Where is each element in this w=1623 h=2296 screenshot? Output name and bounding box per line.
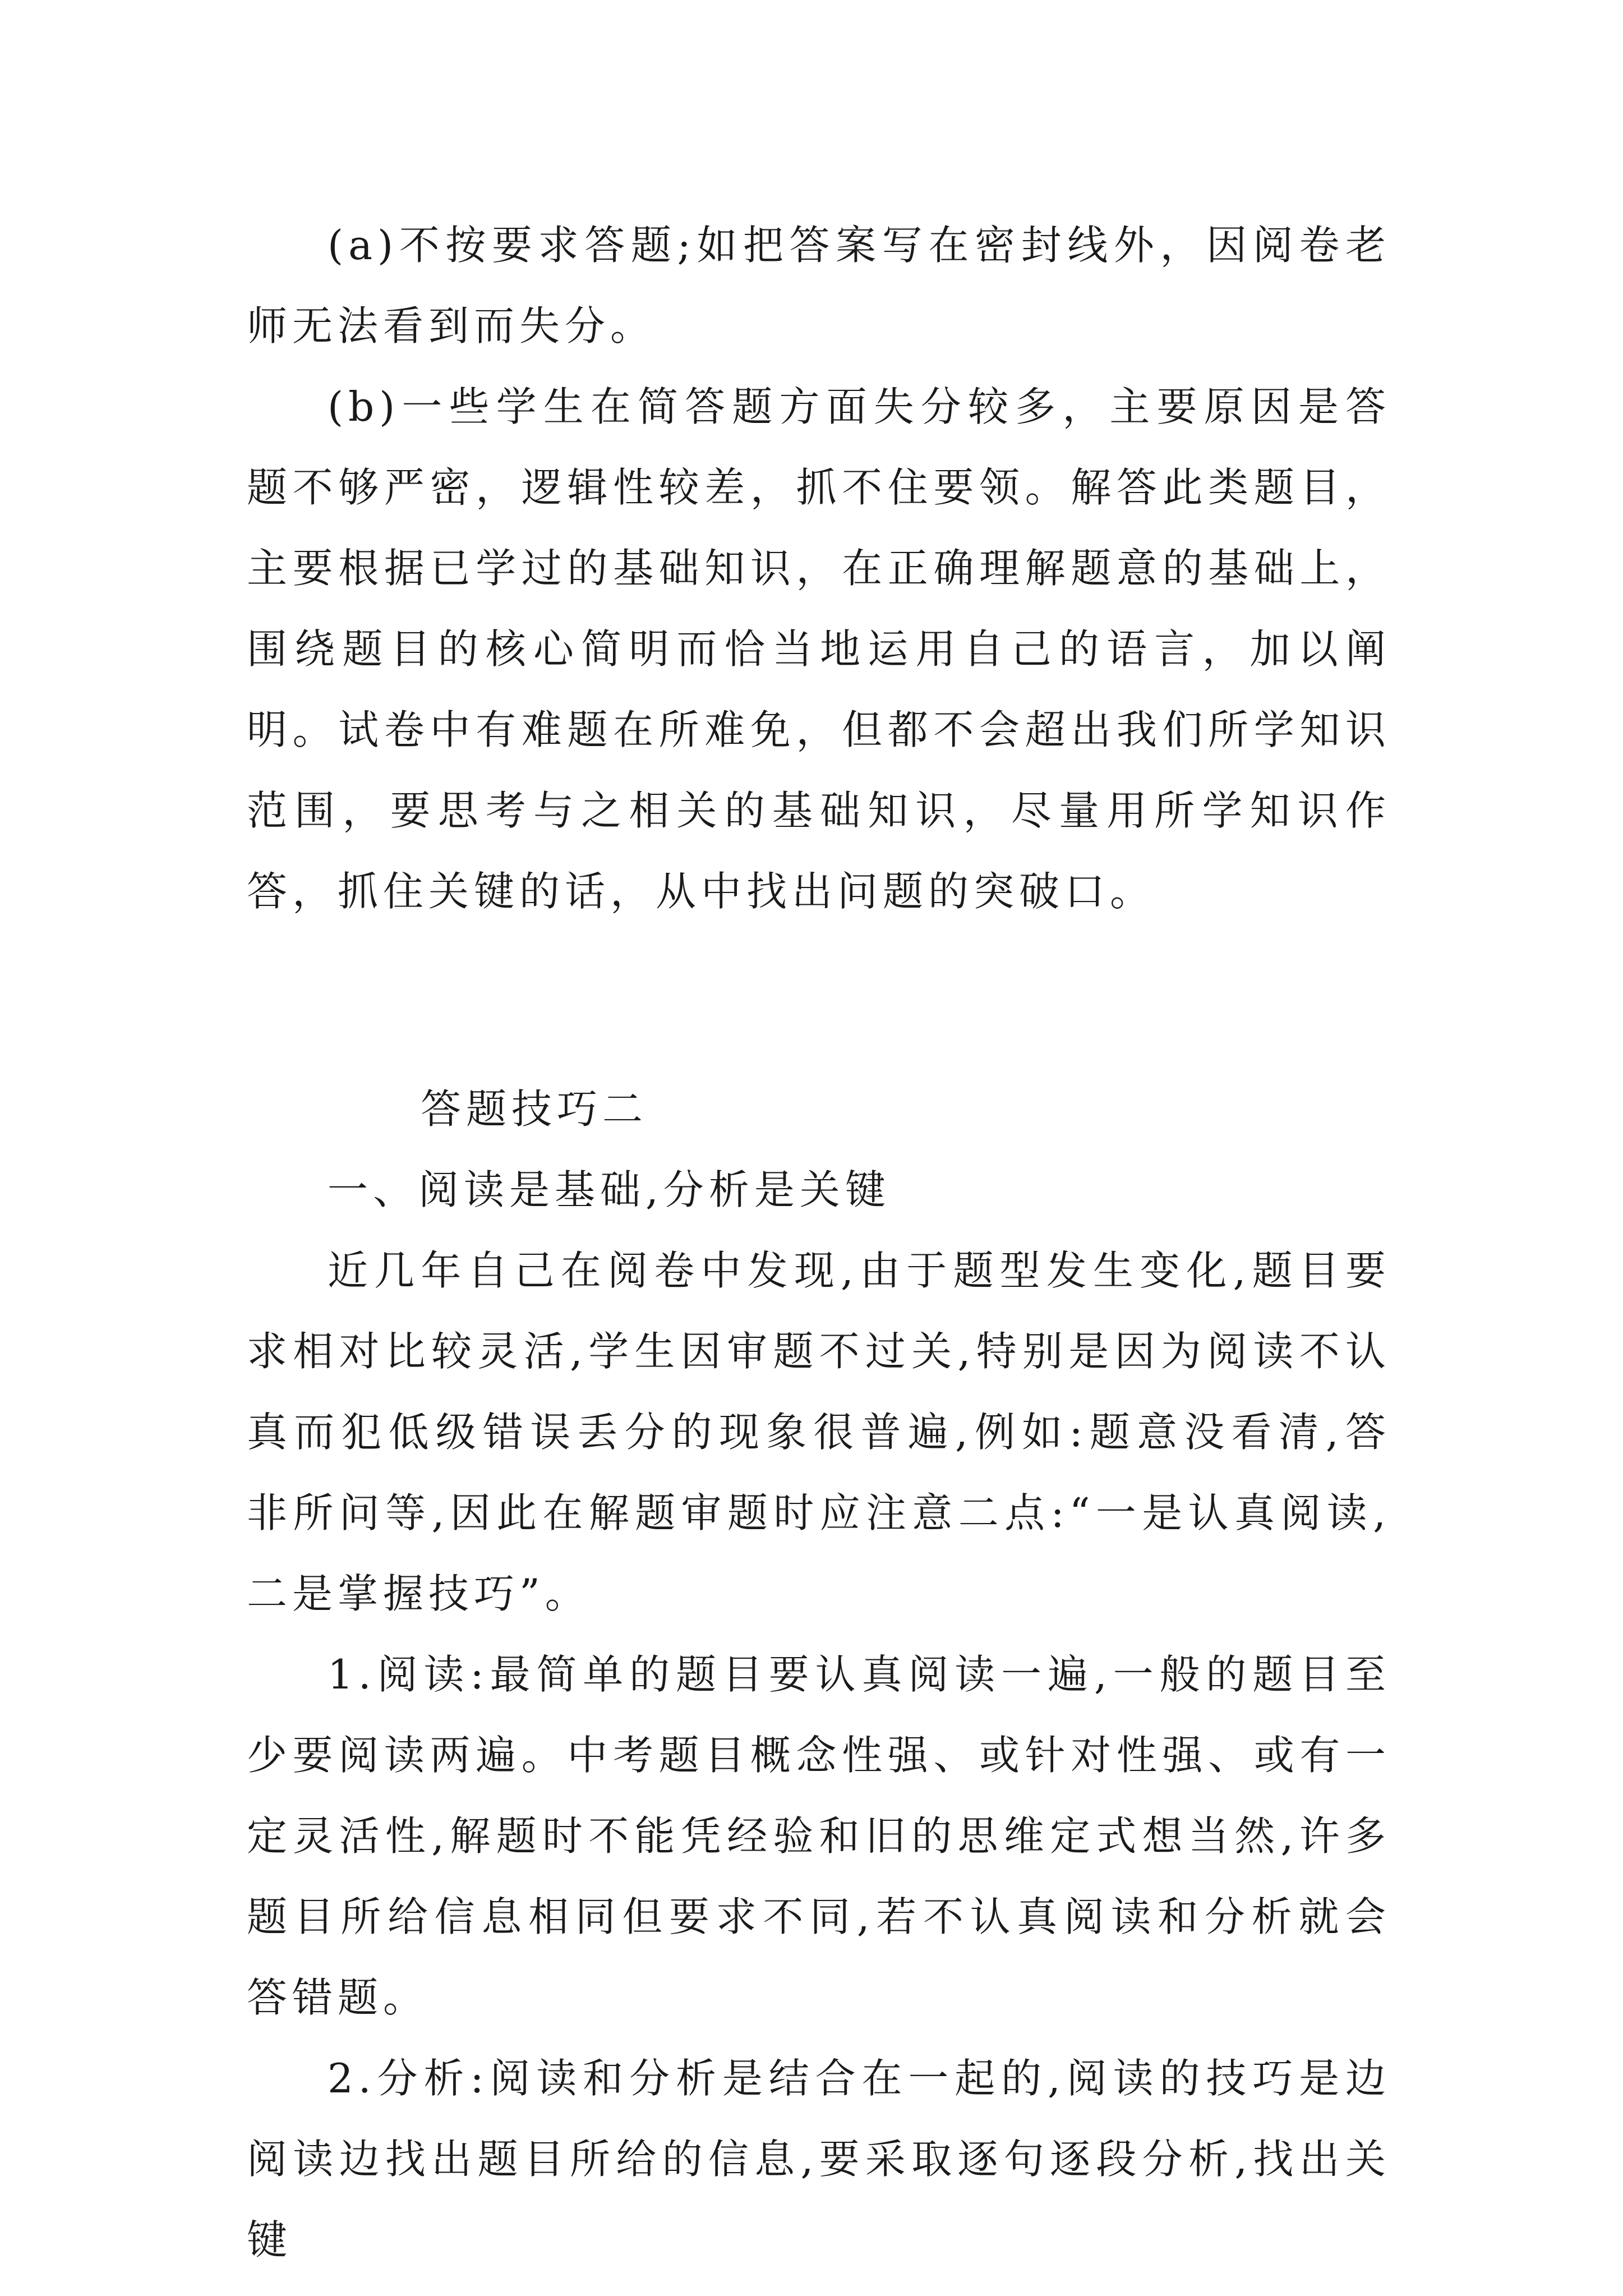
section-title: 答题技巧二 — [421, 1085, 648, 1133]
paragraph-a: (a)不按要求答题;如把答案写在密封线外，因阅卷老师无法看到而失分。 — [247, 222, 1391, 349]
section-subtitle: 一、阅读是基础,分析是关键 — [328, 1166, 891, 1213]
paragraph-reading: 1.阅读:最简单的题目要认真阅读一遍,一般的题目至少要阅读两遍。中考题目概念性强、或针对性强、或有一定灵活性,解题时不能凭经验和旧的思维定式想当然,许多题目所给信息相同但要求不同,若不认真阅读和分析就会答错题。 — [247, 1651, 1391, 2021]
paragraph-intro: 近几年自己在阅卷中发现,由于题型发生变化,题目要求相对比较灵活,学生因审题不过关,特别是因为阅读不认真而犯低级错误丢分的现象很普遍,例如:题意没看清,答非所问等,因此在解题审题时应注意二点:“一是认真阅读,二是掌握技巧”。 — [247, 1247, 1391, 1617]
section-answer-tips-two — [247, 1069, 1391, 2280]
paragraph-b: (b)一些学生在简答题方面失分较多，主要原因是答题不够严密，逻辑性较差，抓不住要领。解答此类题目，主要根据已学过的基础知识，在正确理解题意的基础上，围绕题目的核心简明而恰当地运用自己的语言，加以阐明。试卷中有难题在所难免，但都不会超出我们所学知识范围，要思考与之相关的基础知识，尽量用所学知识作答，抓住关键的话，从中找出问题的突破口。 — [247, 383, 1391, 915]
paragraph-analysis: 2.分析:阅读和分析是结合在一起的,阅读的技巧是边阅读边找出题目所给的信息,要采取逐句逐段分析,找出关键 — [247, 2055, 1391, 2263]
section-answer-errors — [247, 205, 1391, 932]
